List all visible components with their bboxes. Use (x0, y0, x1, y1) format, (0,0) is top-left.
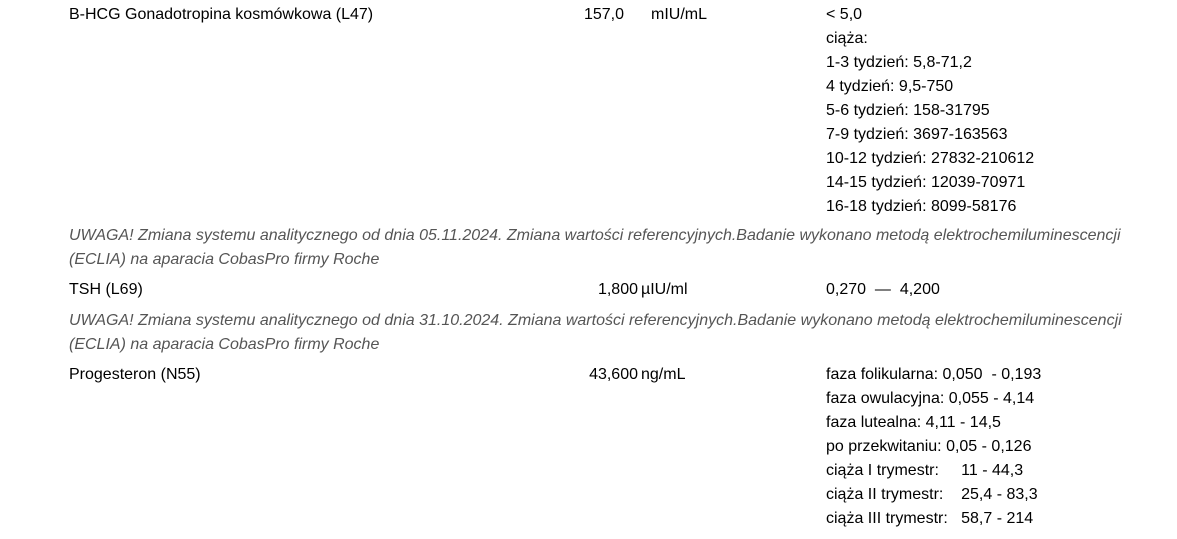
reference-line: ciąża: (826, 30, 868, 47)
reference-line: 14-15 tydzień: 12039-70971 (826, 174, 1026, 191)
note-line: (ECLIA) na aparacia CobasPro firmy Roche (69, 251, 380, 268)
reference-line: faza folikularna: 0,050 - 0,193 (826, 366, 1042, 383)
reference-line: 1-3 tydzień: 5,8-71,2 (826, 54, 972, 71)
reference-line: < 5,0 (826, 6, 863, 23)
reference-line: 7-9 tydzień: 3697-163563 (826, 126, 1008, 143)
test-name: Progesteron (N55) (69, 366, 201, 383)
result-unit: µIU/ml (641, 281, 688, 298)
reference-line: ciąża III trymestr: 58,7 - 214 (826, 510, 1034, 527)
reference-line: ciąża I trymestr: 11 - 44,3 (826, 462, 1024, 479)
reference-range (826, 3, 1166, 219)
method-note (69, 224, 1177, 272)
reference-line: ciąża II trymestr: 25,4 - 83,3 (826, 486, 1038, 503)
reference-line: 0,270 — 4,200 (826, 281, 940, 298)
method-note (69, 309, 1177, 357)
reference-line: po przekwitaniu: 0,05 - 0,126 (826, 438, 1032, 455)
reference-line: 16-18 tydzień: 8099-58176 (826, 198, 1017, 215)
result-unit: mIU/mL (651, 6, 707, 23)
note-line: UWAGA! Zmiana systemu analitycznego od dnia 05.11.2024. Zmiana wartości referencyjnych.Badanie wykonano metodą elektrochemiluminescencji (69, 227, 1121, 244)
note-line: (ECLIA) na aparacia CobasPro firmy Roche (69, 336, 380, 353)
result-unit: ng/mL (641, 366, 686, 383)
note-line: UWAGA! Zmiana systemu analitycznego od dnia 31.10.2024. Zmiana wartości referencyjnych.Badanie wykonano metodą elektrochemiluminescencji (69, 312, 1122, 329)
reference-line: 10-12 tydzień: 27832-210612 (826, 150, 1035, 167)
reference-range (826, 363, 1166, 531)
reference-range (826, 278, 1166, 302)
reference-line: 5-6 tydzień: 158-31795 (826, 102, 990, 119)
result-value: 1,800 (597, 281, 638, 298)
reference-line: faza owulacyjna: 0,055 - 4,14 (826, 390, 1035, 407)
reference-line: faza lutealna: 4,11 - 14,5 (826, 414, 1001, 431)
reference-line: 4 tydzień: 9,5-750 (826, 78, 954, 95)
test-name: TSH (L69) (69, 281, 143, 298)
test-name: B-HCG Gonadotropina kosmówkowa (L47) (69, 6, 374, 23)
result-value: 43,600 (589, 366, 638, 383)
result-value: 157,0 (583, 6, 624, 23)
